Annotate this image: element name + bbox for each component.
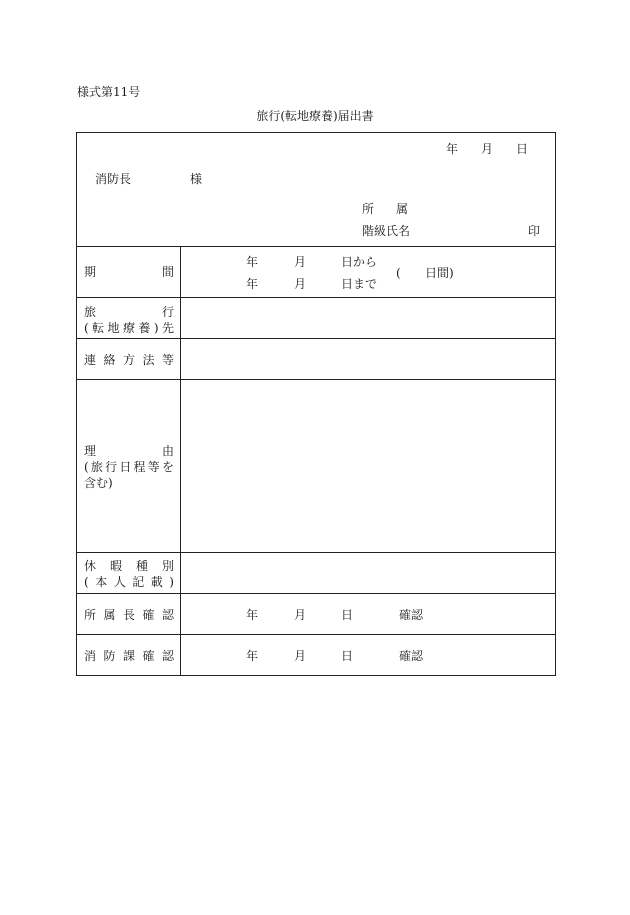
period-start-year: 年: [246, 255, 259, 269]
period-days-open: (: [396, 266, 401, 280]
fire-section-confirm-day: 日: [341, 649, 354, 663]
affiliation-label-2: 属: [396, 202, 409, 216]
period-start-day: 日から: [341, 255, 378, 269]
form-number: 様式第11号: [77, 85, 141, 99]
reason-label-line1: 理 由: [84, 444, 174, 458]
row-divider: [76, 246, 556, 247]
date-month: 月: [481, 142, 494, 156]
period-end-day: 日まで: [341, 277, 378, 291]
dept-head-confirm-text: 確認: [399, 608, 424, 622]
row-divider: [76, 593, 556, 594]
dept-head-confirm-day: 日: [341, 608, 354, 622]
reason-label-line3: 含む): [84, 476, 113, 490]
rank-name-label: 階級氏名: [362, 224, 411, 238]
destination-label-line2: ( 転 地 療 養 ) 先: [84, 321, 174, 335]
fire-section-confirm-label: 消 防 課 確 認: [84, 649, 174, 663]
fire-section-confirm-month: 月: [294, 649, 307, 663]
period-start-month: 月: [294, 255, 307, 269]
period-end-month: 月: [294, 277, 307, 291]
fire-section-confirm-year: 年: [246, 649, 259, 663]
seal-mark: 印: [528, 224, 541, 238]
date-day: 日: [516, 142, 529, 156]
contact-label: 連 絡 方 法 等: [84, 353, 174, 367]
document-title: 旅行(転地療養)届出書: [256, 109, 374, 123]
period-label: 期 間: [84, 265, 174, 279]
period-days-close: 日間): [425, 266, 454, 280]
dept-head-confirm-month: 月: [294, 608, 307, 622]
honorific: 様: [190, 172, 203, 186]
row-divider: [76, 552, 556, 553]
period-end-year: 年: [246, 277, 259, 291]
fire-section-confirm-text: 確認: [399, 649, 424, 663]
dept-head-confirm-label: 所 属 長 確 認: [84, 608, 174, 622]
affiliation-label-1: 所: [362, 202, 375, 216]
form-table: [76, 132, 556, 676]
leave-type-label-line2: ( 本 人 記 載 ): [84, 575, 174, 589]
dept-head-confirm-year: 年: [246, 608, 259, 622]
row-divider: [76, 379, 556, 380]
row-divider: [76, 297, 556, 298]
addressee: 消防長: [95, 172, 132, 186]
leave-type-label-line1: 休 暇 種 別: [84, 559, 174, 573]
row-divider: [76, 338, 556, 339]
reason-label-line2: ( 旅 行 日 程 等 を: [84, 460, 174, 474]
date-year: 年: [446, 142, 459, 156]
column-divider: [180, 246, 181, 676]
destination-label-line1: 旅 行: [84, 305, 174, 319]
row-divider: [76, 634, 556, 635]
